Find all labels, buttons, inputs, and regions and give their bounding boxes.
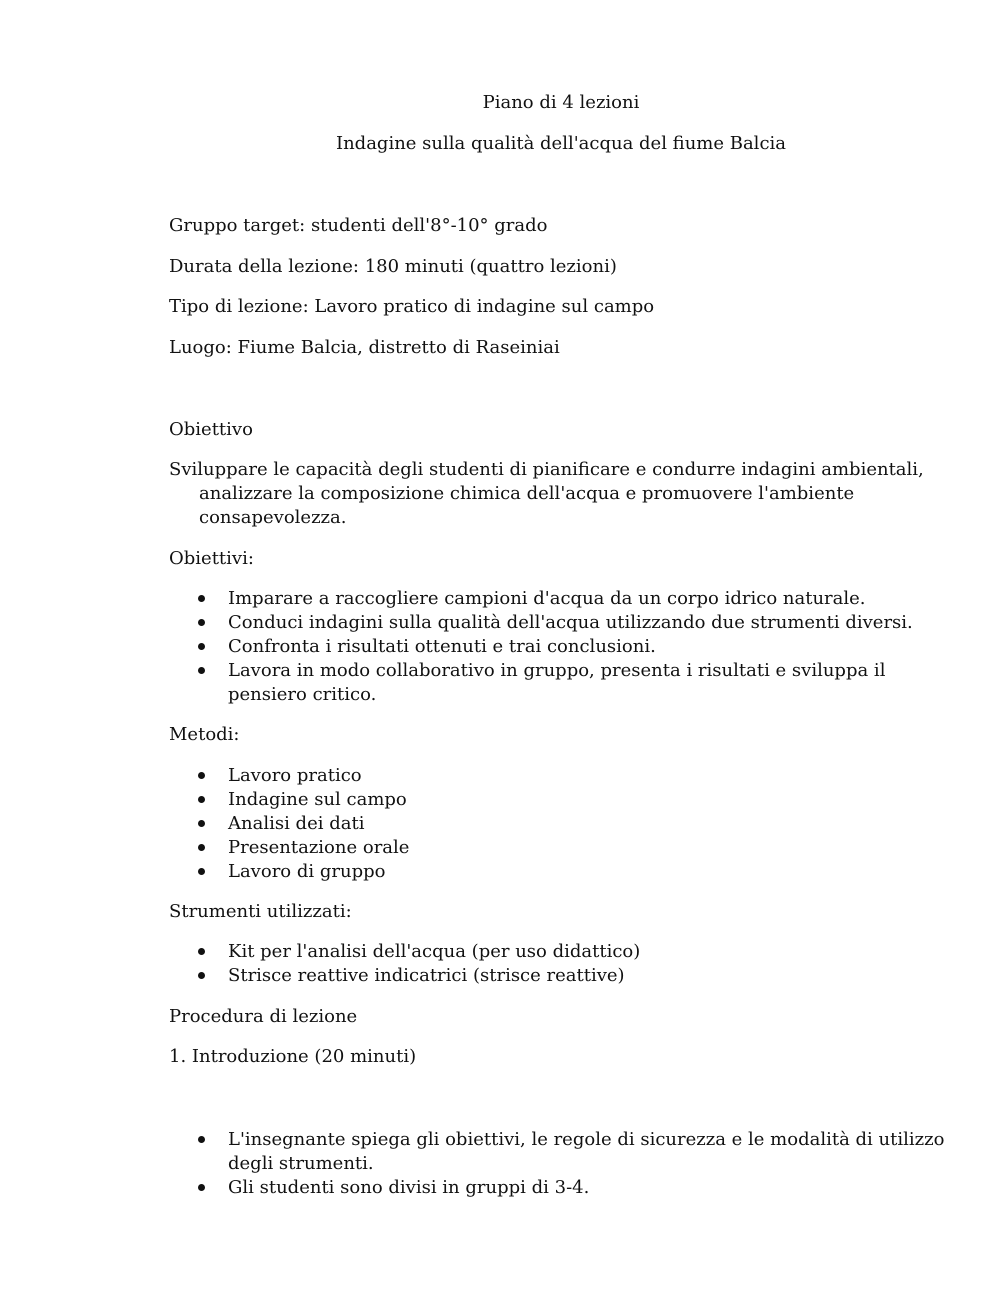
- method-text: Lavoro di gruppo: [228, 861, 386, 882]
- list-item: [169, 940, 959, 964]
- objective-text: Conduci indagini sulla qualità dell'acqua utilizzando due strumenti diversi.: [228, 612, 913, 633]
- objective-text: Confronta i risultati ottenuti e trai conclusioni.: [228, 636, 656, 657]
- list-item: [169, 812, 959, 836]
- list-item: [169, 1128, 959, 1176]
- step-text: Gli studenti sono divisi in gruppi di 3-4.: [228, 1177, 590, 1198]
- bullet-icon: [198, 972, 205, 979]
- list-item: [169, 764, 959, 788]
- methods-list: [169, 764, 959, 884]
- bullet-icon: [198, 844, 205, 851]
- objectives-heading: Obiettivi:: [169, 548, 254, 569]
- bullet-icon: [198, 1184, 205, 1191]
- step-title: 1. Introduzione (20 minuti): [169, 1046, 417, 1067]
- bullet-icon: [198, 667, 205, 674]
- step-list: [169, 1128, 959, 1200]
- list-item: [169, 860, 959, 884]
- objective-text: Imparare a raccogliere campioni d'acqua da un corpo idrico naturale.: [228, 588, 866, 609]
- objectives-list: [169, 587, 959, 707]
- bullet-icon: [198, 1136, 205, 1143]
- bullet-icon: [198, 820, 205, 827]
- bullet-icon: [198, 868, 205, 875]
- bullet-icon: [198, 772, 205, 779]
- tool-text: Kit per l'analisi dell'acqua (per uso didattico): [228, 941, 641, 962]
- lesson-type: Tipo di lezione: Lavoro pratico di indagine sul campo: [169, 296, 655, 317]
- list-item: [169, 611, 959, 635]
- method-text: Analisi dei dati: [228, 813, 365, 834]
- tools-list: [169, 940, 959, 988]
- bullet-icon: [198, 643, 205, 650]
- list-item: [169, 964, 959, 988]
- list-item: [169, 587, 959, 611]
- tools-heading: Strumenti utilizzati:: [169, 901, 352, 922]
- methods-heading: Metodi:: [169, 724, 240, 745]
- step-text: L'insegnante spiega gli obiettivi, le regole di sicurezza e le modalità di utilizzo degli strumenti.: [228, 1129, 945, 1174]
- objective-text: Lavora in modo collaborativo in gruppo, presenta i risultati e sviluppa il pensiero critico.: [228, 660, 886, 705]
- method-text: Indagine sul campo: [228, 789, 407, 810]
- list-item: [169, 836, 959, 860]
- method-text: Presentazione orale: [228, 837, 410, 858]
- procedure-heading: Procedura di lezione: [169, 1006, 358, 1027]
- bullet-icon: [198, 796, 205, 803]
- list-item: [169, 635, 959, 659]
- bullet-icon: [198, 619, 205, 626]
- bullet-icon: [198, 948, 205, 955]
- lesson-location: Luogo: Fiume Balcia, distretto di Raseiniai: [169, 337, 560, 358]
- goal-heading: Obiettivo: [169, 419, 253, 440]
- list-item: [169, 788, 959, 812]
- list-item: [169, 659, 959, 707]
- lesson-duration: Durata della lezione: 180 minuti (quattro lezioni): [169, 256, 617, 277]
- document-title: Piano di 4 lezioni: [482, 92, 640, 113]
- method-text: Lavoro pratico: [228, 765, 362, 786]
- bullet-icon: [198, 595, 205, 602]
- document-subtitle: Indagine sulla qualità dell'acqua del fiume Balcia: [335, 133, 787, 154]
- list-item: [169, 1176, 959, 1200]
- target-group: Gruppo target: studenti dell'8°-10° grado: [169, 215, 548, 236]
- tool-text: Strisce reattive indicatrici (strisce reattive): [228, 965, 625, 986]
- goal-text: Sviluppare le capacità degli studenti di pianificare e condurre indagini ambientali, analizzare la composizione chimica dell'acqua e promuovere l'ambiente consapevolezza.: [169, 459, 924, 528]
